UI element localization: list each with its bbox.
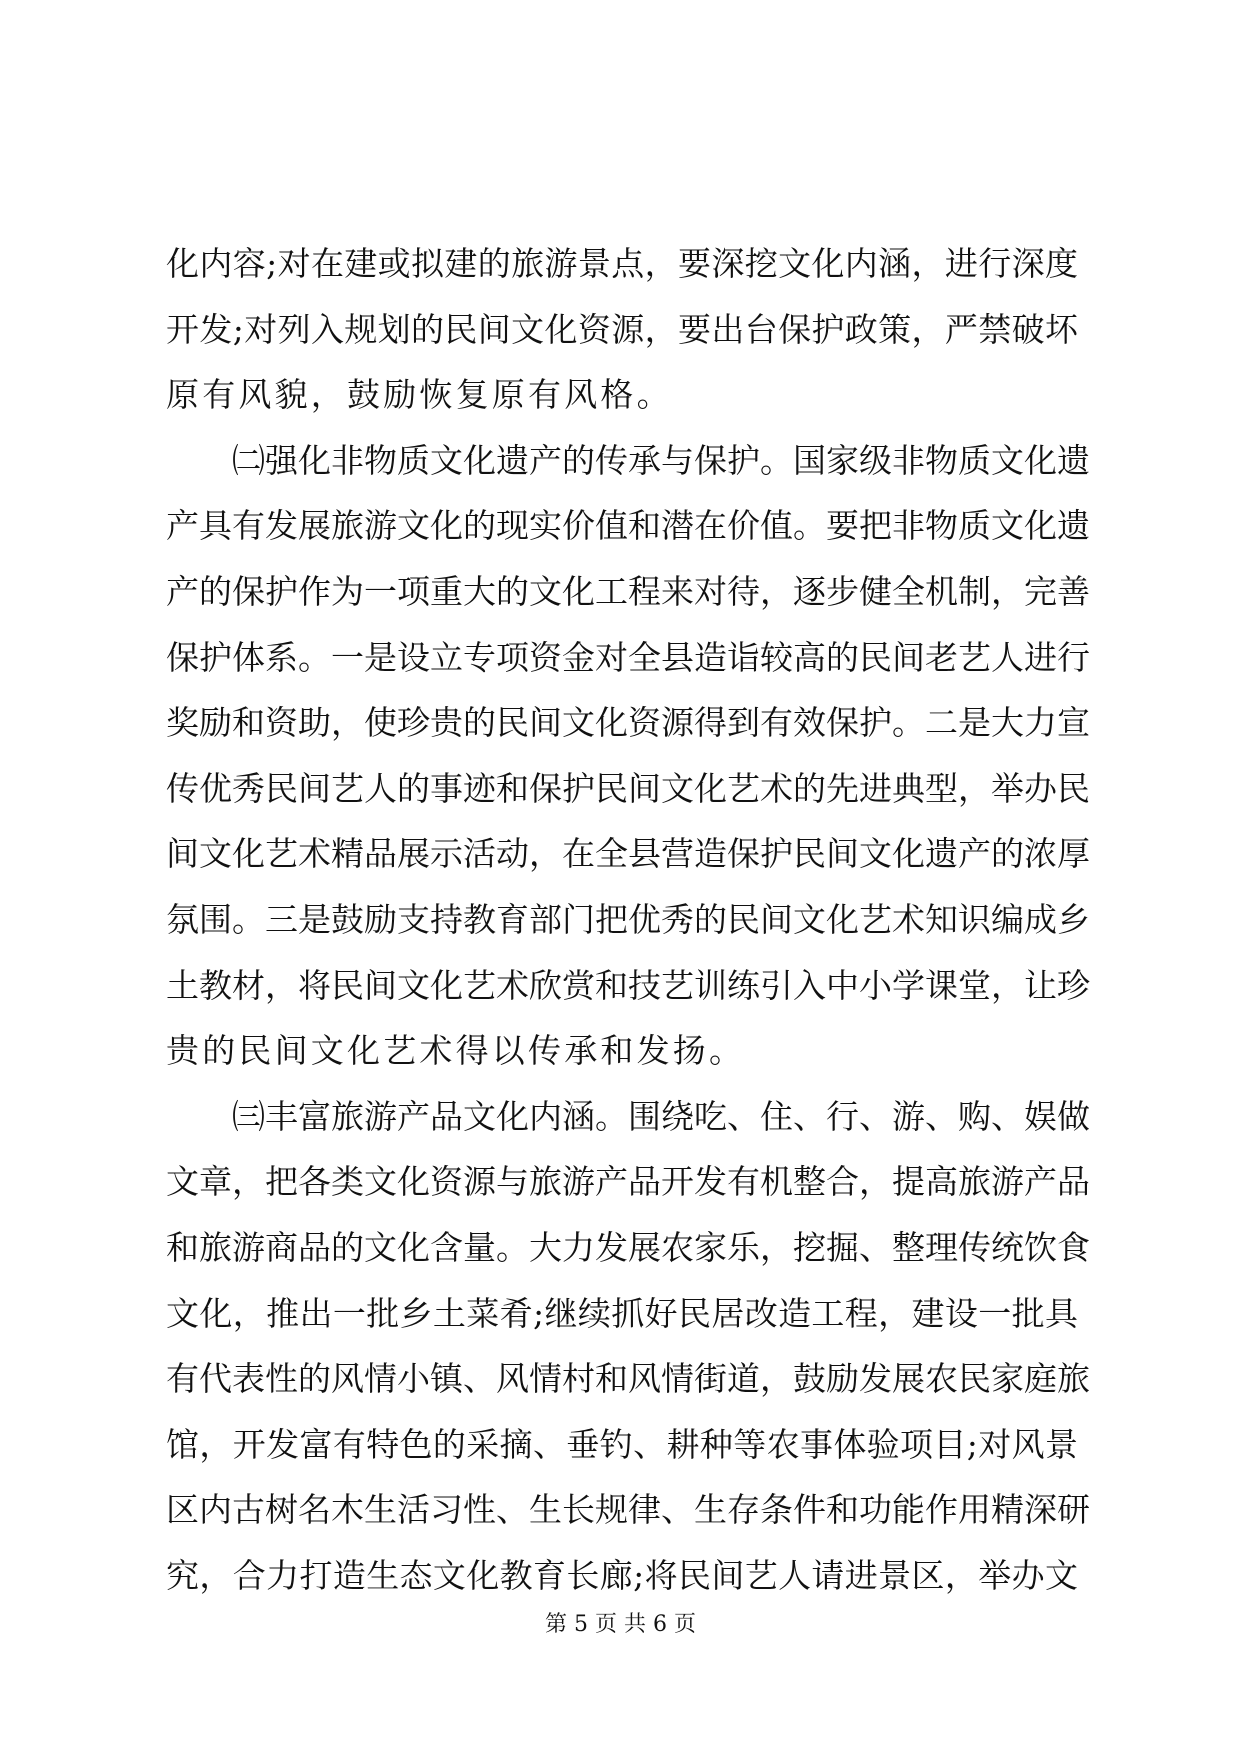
text-line: 土教材，将民间文化艺术欣赏和技艺训练引入中小学课堂，让珍 bbox=[166, 965, 1090, 1005]
text-line: 文章，把各类文化资源与旅游产品开发有机整合，提高旅游产品 bbox=[166, 1162, 1090, 1202]
text-line: 间文化艺术精品展示活动，在全县营造保护民间文化遗产的浓厚 bbox=[166, 834, 1090, 874]
text-line: 馆，开发富有特色的采摘、垂钓、耕种等农事体验项目;对风景 bbox=[166, 1424, 1078, 1464]
page-number-footer: 第 5 页 共 6 页 bbox=[545, 1612, 696, 1637]
text-line: 产具有发展旅游文化的现实价值和潜在价值。要把非物质文化遗 bbox=[166, 506, 1090, 546]
text-line: 化内容;对在建或拟建的旅游景点，要深挖文化内涵，进行深度 bbox=[166, 244, 1078, 283]
text-line: 究，合力打造生态文化教育长廊;将民间艺人请进景区，举办文 bbox=[166, 1555, 1078, 1595]
text-line: 文化，推出一批乡土菜肴;继续抓好民居改造工程，建设一批具 bbox=[166, 1293, 1078, 1333]
paragraph-3 bbox=[166, 1084, 1090, 1609]
text-line: ㈢丰富旅游产品文化内涵。围绕吃、住、行、游、购、娱做 bbox=[232, 1096, 1090, 1136]
text-line: 产的保护作为一项重大的文化工程来对待，逐步健全机制，完善 bbox=[166, 571, 1090, 611]
paragraph-1 bbox=[166, 231, 1078, 428]
paragraph-2 bbox=[166, 428, 1090, 1084]
text-line: 贵的民间文化艺术得以传承和发扬。 bbox=[166, 1031, 746, 1071]
text-line: 原有风貌，鼓励恢复原有风格。 bbox=[166, 375, 673, 415]
text-line: ㈡强化非物质文化遗产的传承与保护。国家级非物质文化遗 bbox=[232, 440, 1090, 480]
document-body bbox=[166, 231, 1090, 1608]
text-line: 区内古树名木生活习性、生长规律、生存条件和功能作用精深研 bbox=[166, 1490, 1090, 1530]
text-line: 保护体系。一是设立专项资金对全县造诣较高的民间老艺人进行 bbox=[166, 637, 1090, 677]
text-line: 氛围。三是鼓励支持教育部门把优秀的民间文化艺术知识编成乡 bbox=[166, 899, 1090, 939]
text-line: 传优秀民间艺人的事迹和保护民间文化艺术的先进典型，举办民 bbox=[166, 768, 1090, 808]
text-line: 开发;对列入规划的民间文化资源，要出台保护政策，严禁破坏 bbox=[166, 309, 1078, 349]
text-line: 有代表性的风情小镇、风情村和风情街道，鼓励发展农民家庭旅 bbox=[166, 1359, 1090, 1399]
text-line: 奖励和资助，使珍贵的民间文化资源得到有效保护。二是大力宣 bbox=[166, 703, 1090, 743]
text-line: 和旅游商品的文化含量。大力发展农家乐，挖掘、整理传统饮食 bbox=[166, 1227, 1090, 1267]
